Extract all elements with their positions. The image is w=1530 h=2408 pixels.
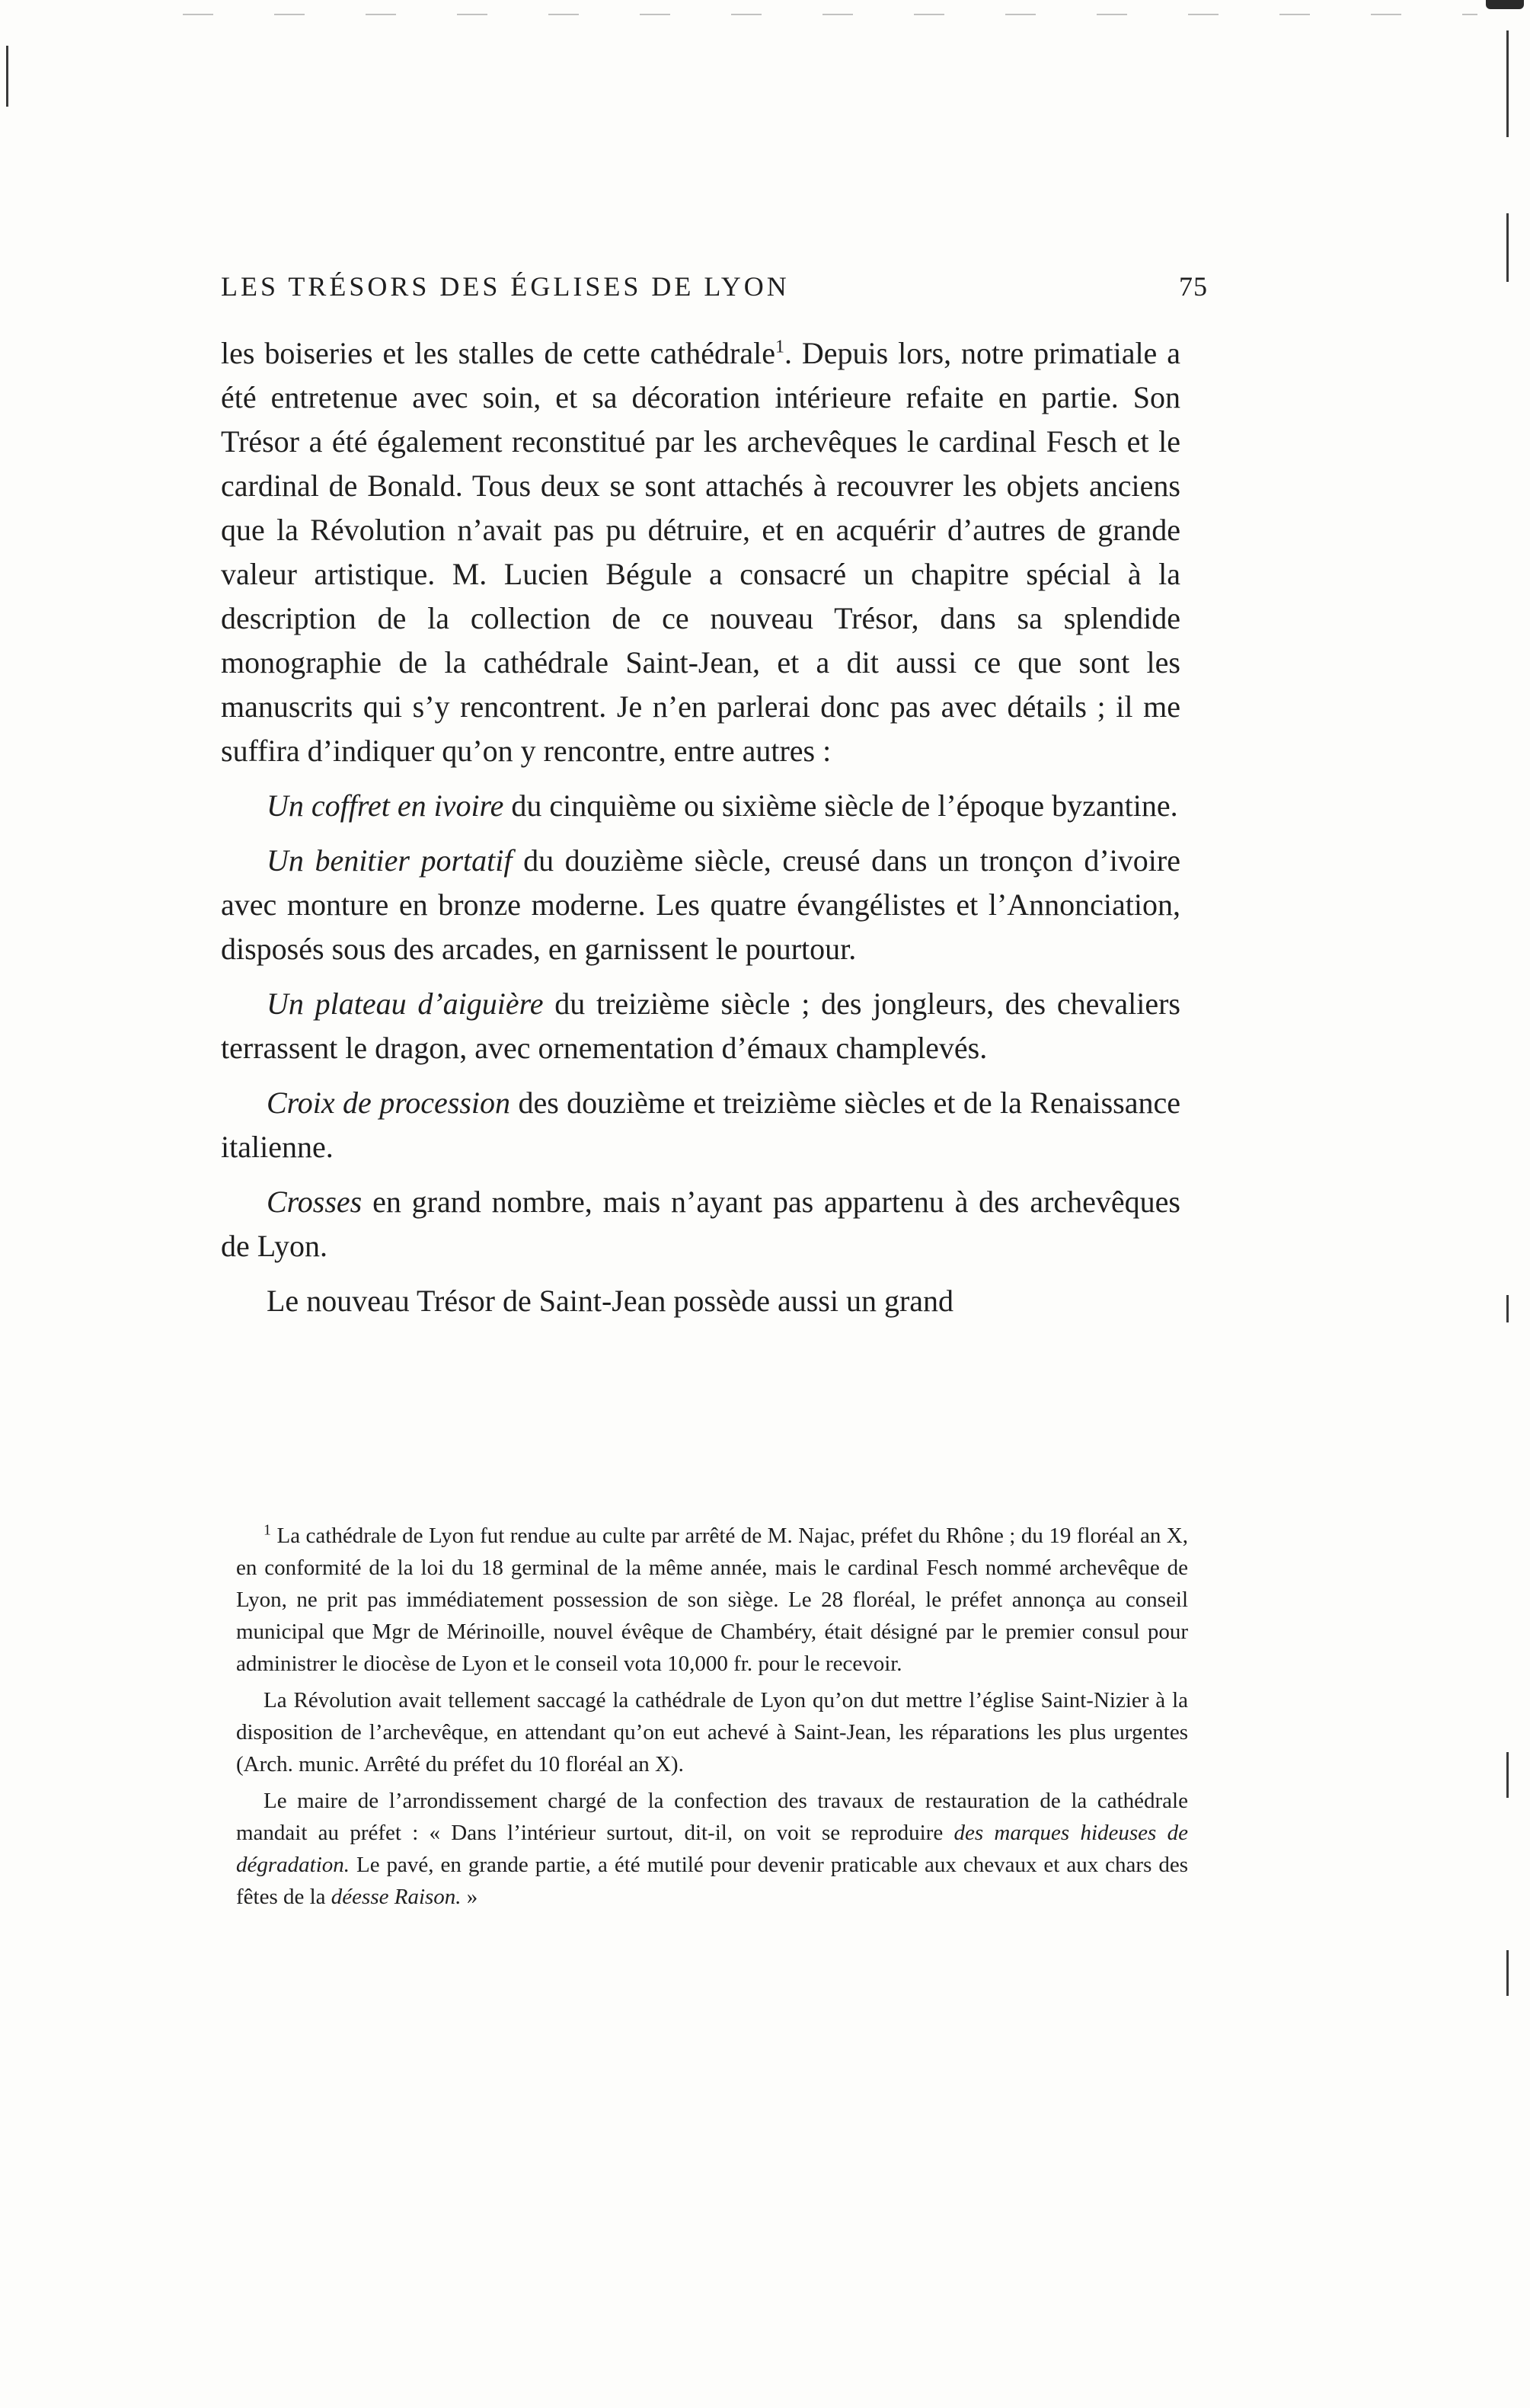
scan-artifact-edge [1506, 1752, 1509, 1798]
footnote-2: La Révolution avait tellement saccagé la cathédrale de Lyon qu’on dut mettre l’église Saint-Nizier à la disposition de l’archevêque, en attendant qu’on eut achevé à Saint-Jean, les réparations les plus urgentes (Arch. munic. Arrêté du préfet du 10 floréal an X). [236, 1688, 1188, 1776]
scan-artifact-edge [1506, 1950, 1509, 1996]
scan-artifact-corner [1486, 0, 1524, 9]
list-item: Un coffret en ivoire du cinquième ou sixième siècle de l’époque byzantine. [267, 788, 1178, 823]
item-title: Un benitier portatif [267, 843, 513, 878]
list-item: Croix de procession des douzième et treizième siècles et de la Renaissance italienne. [221, 1086, 1180, 1164]
footnote-mark: 1 [264, 1521, 271, 1539]
scan-artifact-edge [1506, 213, 1509, 282]
item-title: Crosses [267, 1185, 363, 1219]
list-item: Un benitier portatif du douzième siècle, creusé dans un tronçon d’ivoire avec monture en bronze moderne. Les quatre évangélistes et l’Annonciation, disposés sous des arcades, en garnissent le pourtour. [221, 843, 1180, 966]
running-header [221, 270, 1208, 302]
item-title: Un plateau d’aiguière [267, 987, 544, 1021]
main-text [221, 331, 1180, 1323]
footnote-reference: 1 [775, 337, 784, 357]
scan-artifact-edge [1506, 30, 1509, 137]
paragraph-intro: les boiseries et les stalles de cette cathédrale$^1$. Depuis lors, notre primatiale a été entretenue avec soin, et sa décoration intérieure refaite en partie. Son Trésor a été également reconstitué par les archevêques le cardinal Fesch et le cardinal de Bonald. Tous deux se sont attachés à recouvrer les objets anciens que la Révolution n’avait pas pu détruire, et en acquérir d’autres de grande valeur artistique. M. Lucien Bégule a consacré un chapitre spécial à la description de la collection de ce nouveau Trésor, dans sa splendide monographie de la cathédrale Saint-Jean, et a dit aussi ce que sont les manuscrits qui s’y rencontrent. Je n’en parlerai donc pas avec détails ; il me suffira d’indiquer qu’on y rencontre, entre autres : [221, 336, 1180, 768]
running-title: LES TRÉSORS DES ÉGLISES DE LYON [221, 271, 790, 302]
list-item: Crosses en grand nombre, mais n’ayant pas appartenu à des archevêques de Lyon. [221, 1185, 1180, 1263]
footnote-3: Le maire de l’arrondissement chargé de la confection des travaux de restauration de la cathédrale mandait au préfet : « Dans l’intérieur surtout, dit-il, on voit se reproduire des marques hideuses de dégradation. Le pavé, en grande partie, a été mutilé pour devenir praticable aux chevaux et aux chars des fêtes de la déesse Raison. » [236, 1789, 1188, 1909]
page-number: 75 [1179, 271, 1208, 302]
footnotes [236, 1520, 1188, 1917]
footnote-1: $^1$ La cathédrale de Lyon fut rendue au culte par arrêté de M. Najac, préfet du Rhône ; du 19 floréal an X, en conformité de la loi du 18 germinal de la même année, mais le cardinal Fesch nommé archevêque de Lyon, ne prit pas immédiatement possession de son siège. Le 28 floréal, le préfet annonça au conseil municipal que Mgr de Mérinoille, nouvel évêque de Chambéry, était désigné par le premier consul pour administrer le diocèse de Lyon et le conseil vota 10,000 fr. pour le recevoir. [236, 1521, 1188, 1676]
scan-artifact-top [183, 14, 1477, 15]
list-item: Un plateau d’aiguière du treizième siècle ; des jongleurs, des chevaliers terrassent le dragon, avec ornementation d’émaux champlevés. [221, 987, 1180, 1065]
item-title: Croix de procession [267, 1086, 511, 1120]
item-title: Un coffret en ivoire [267, 788, 504, 823]
scan-artifact-edge [1506, 1295, 1509, 1322]
scan-artifact-edge [6, 46, 8, 107]
paragraph-continuation: Le nouveau Trésor de Saint-Jean possède aussi un grand [267, 1284, 954, 1318]
